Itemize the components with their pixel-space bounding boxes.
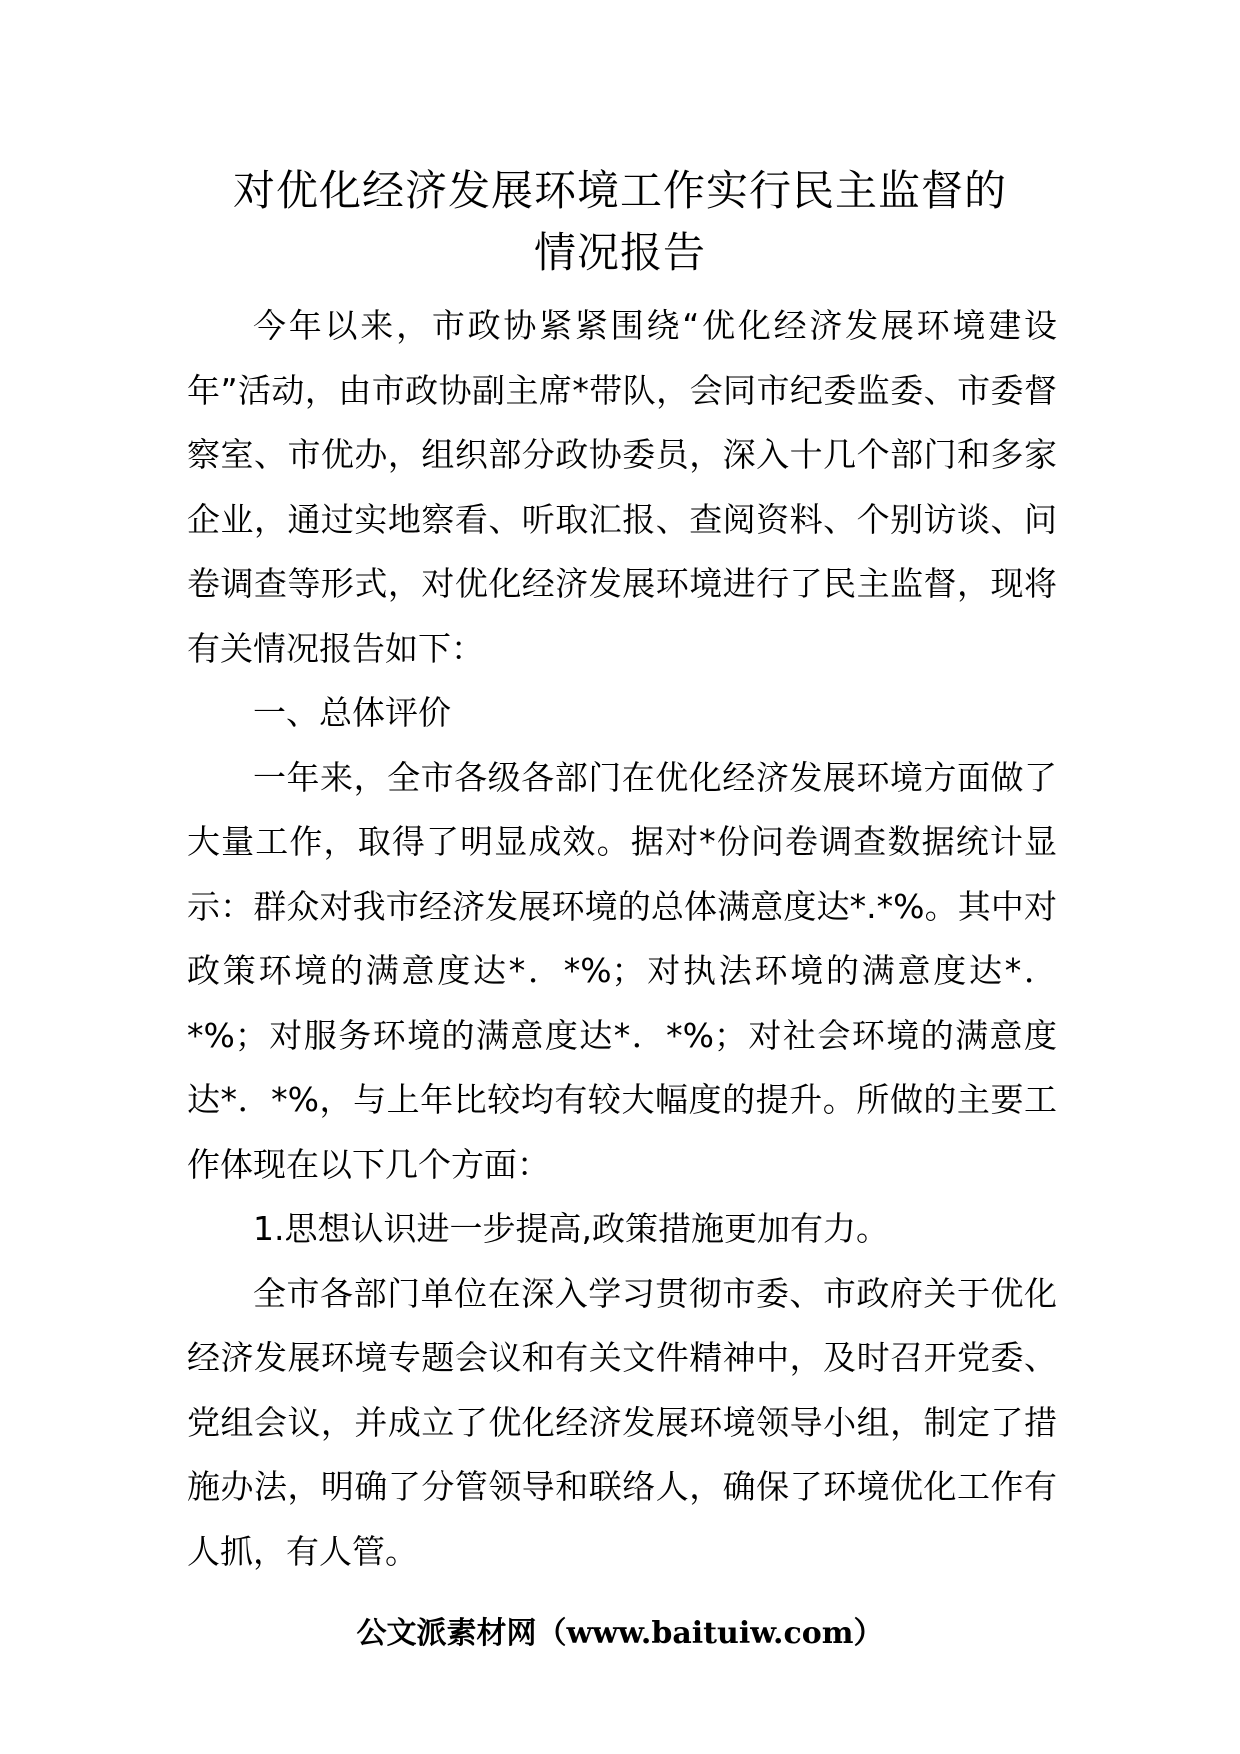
document-title-line-1: 对优化经济发展环境工作实行民主监督的 xyxy=(232,166,1007,215)
document-title-line-2: 情况报告 xyxy=(533,228,706,277)
footer-watermark: 公文派素材网（www.baituiw.com） xyxy=(356,1616,884,1651)
body-paragraph-subsection-1: 全市各部门单位在深入学习贯彻市委、市政府关于优化经济发展环境专题会议和有关文件精神中，及时召开党委、党组会议，并成立了优化经济发展环境领导小组，制定了措施办法，明确了分管领导和联络人，确保了环境优化工作有人抓，有人管。 xyxy=(187,1273,1057,1571)
document-body xyxy=(187,294,1057,1584)
document-title xyxy=(150,160,1090,284)
body-paragraph-evaluation: 一年来，全市各级各部门在优化经济发展环境方面做了大量工作，取得了明显成效。据对*份问卷调查数据统计显示：群众对我市经济发展环境的总体满意度达*.*%。其中对政策环境的满意度达*．*%；对执法环境的满意度达*．*%；对服务环境的满意度达*．*%；对社会环境的满意度达*．*%，与上年比较均有较大幅度的提升。所做的主要工作体现在以下几个方面： xyxy=(187,757,1057,1184)
subsection-heading-1: 1.思想认识进一步提高,政策措施更加有力。 xyxy=(253,1209,889,1248)
body-paragraph-intro: 今年以来，市政协紧紧围绕“优化经济发展环境建设年”活动，由市政协副主席*带队，会同市纪委监委、市委督察室、市优办，组织部分政协委员，深入十几个部门和多家企业，通过实地察看、听取汇报、查阅资料、个别访谈、问卷调查等形式，对优化经济发展环境进行了民主监督，现将有关情况报告如下： xyxy=(187,306,1057,668)
section-heading-overall-evaluation: 一、总体评价 xyxy=(253,693,451,732)
